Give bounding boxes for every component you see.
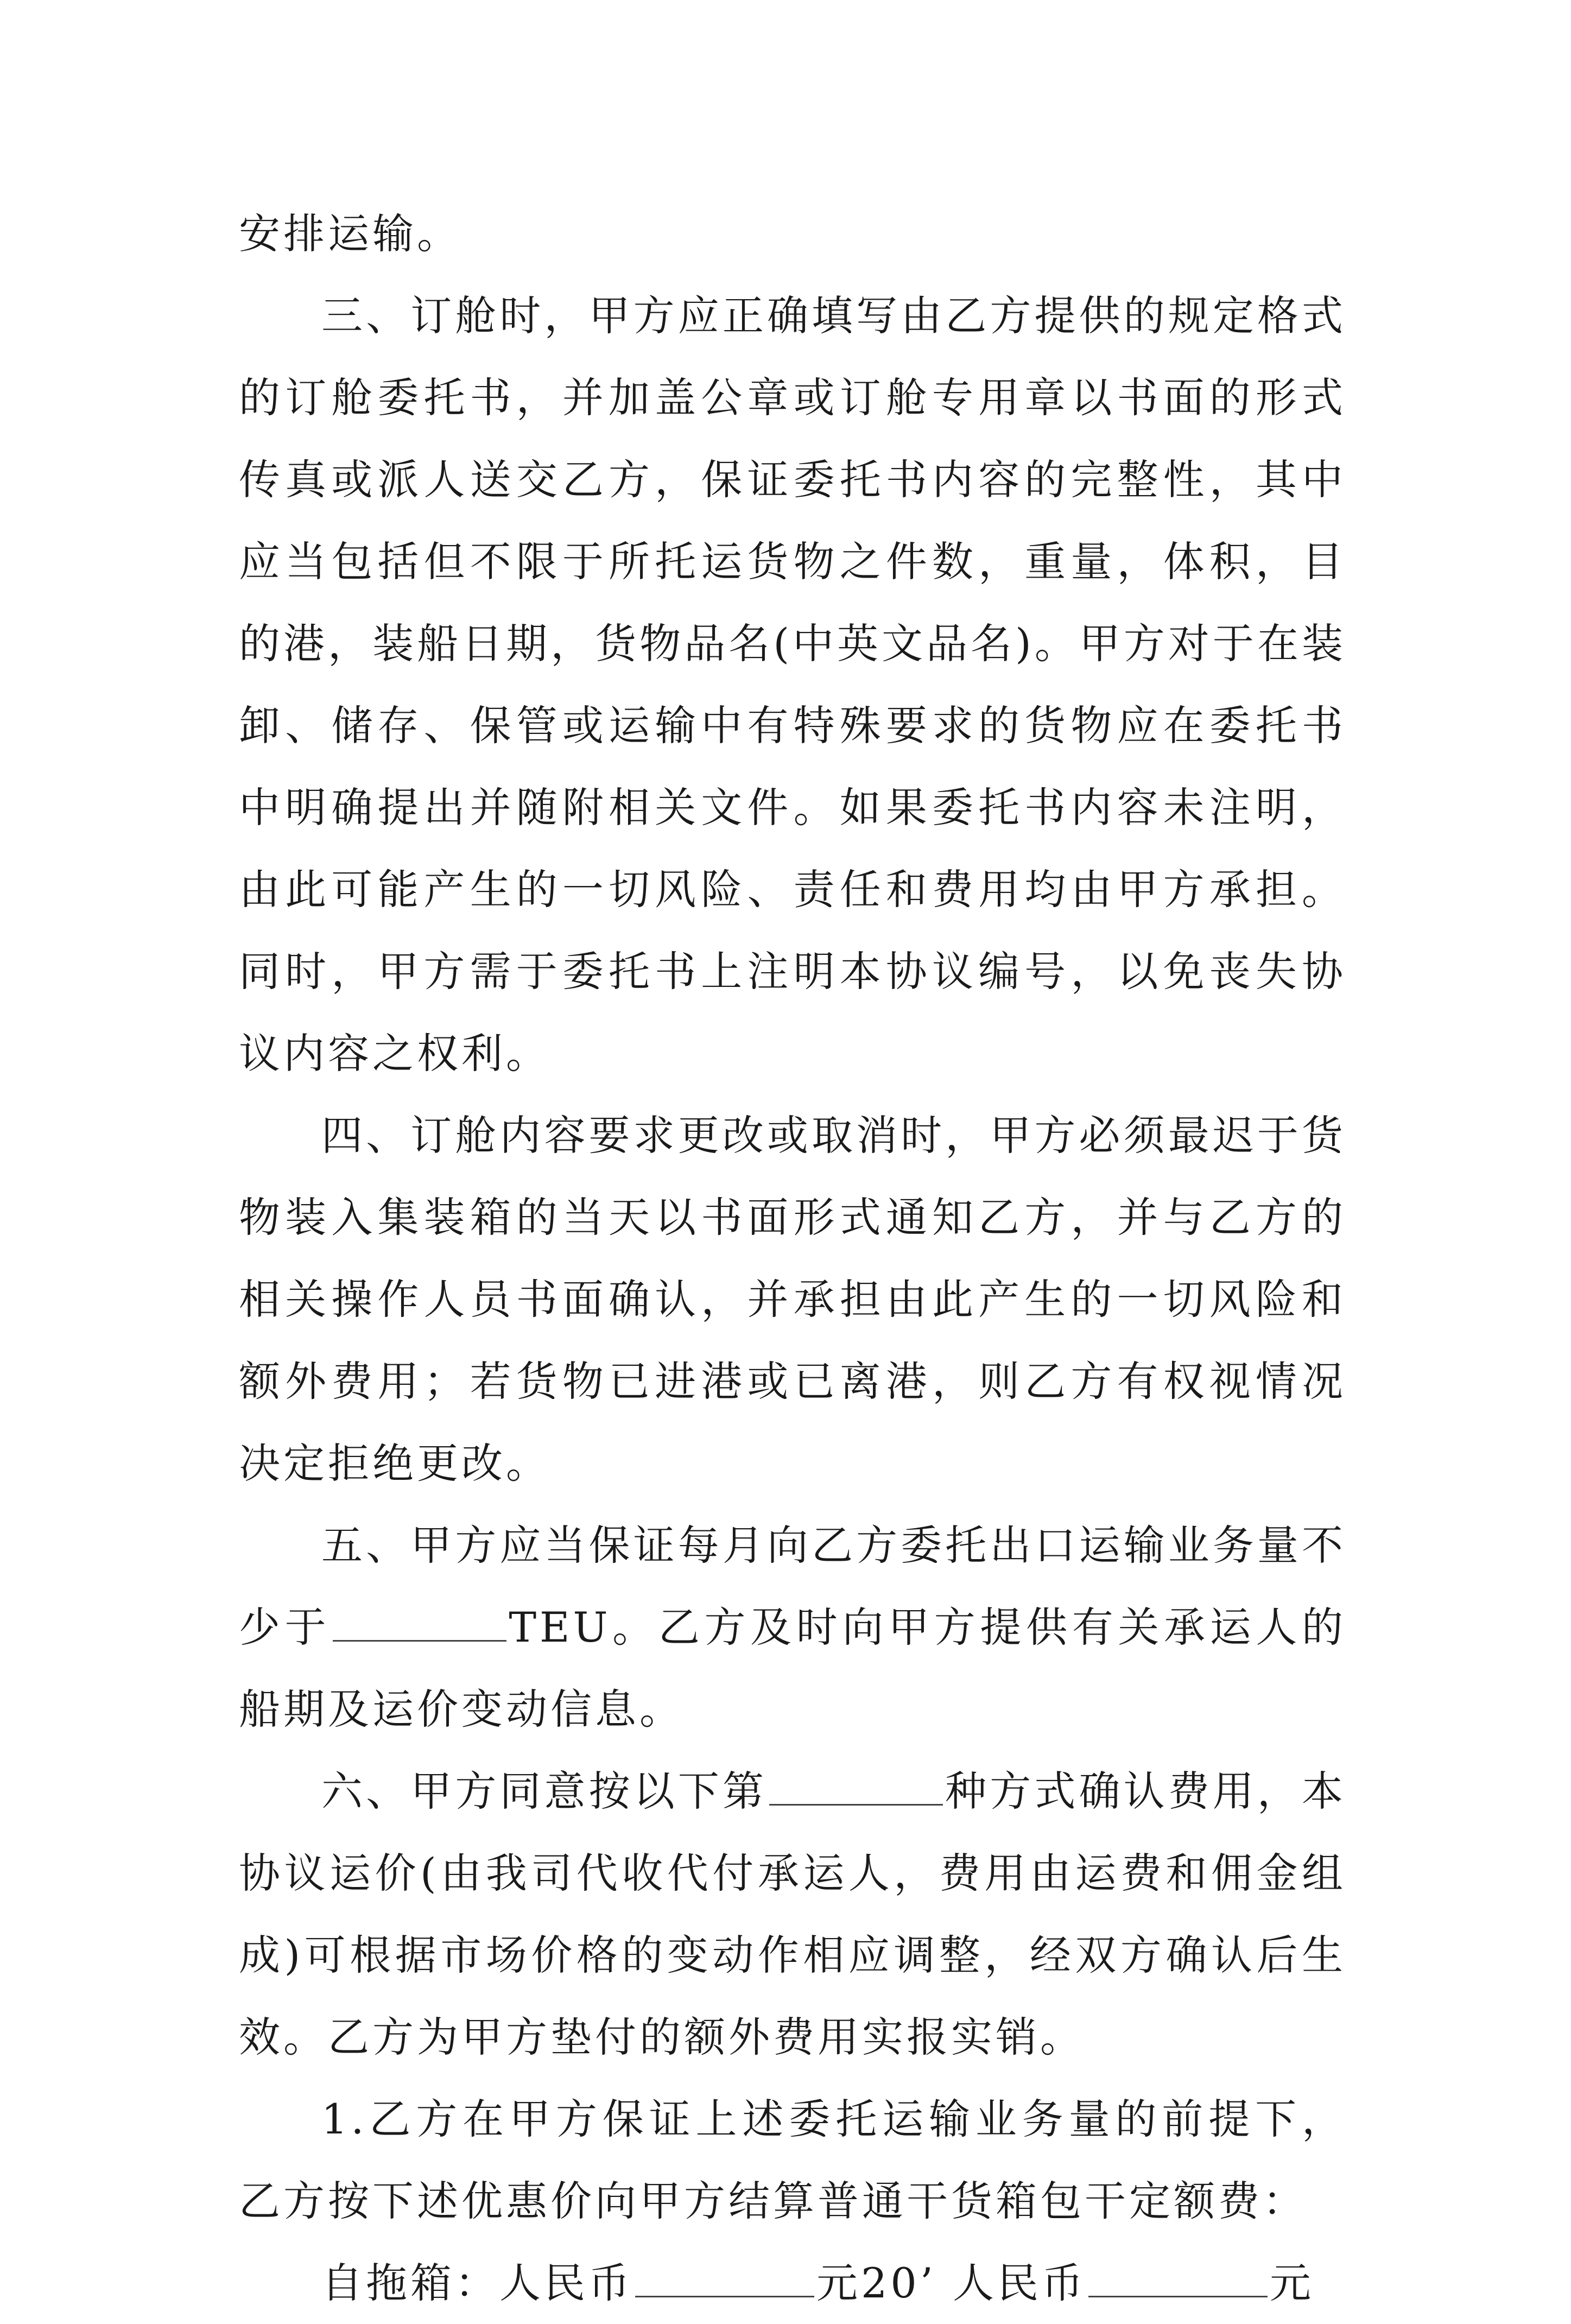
price-blank-field-2 (1088, 2263, 1268, 2297)
paragraph-continuation (239, 193, 1346, 275)
paragraph-text: 安排运输。 (239, 210, 461, 258)
clause-4-booking-changes (239, 1094, 1346, 1504)
paragraph-text: 1.乙方在甲方保证上述委托运输业务量的前提下，乙方按下述优惠价向甲方结算普通干货箱包干定额费： (239, 2095, 1346, 2225)
clause-3-booking-entrustment (239, 275, 1346, 1094)
document-body (239, 193, 1346, 2324)
clause-6-item-1 (239, 2078, 1346, 2242)
clause-5-monthly-volume (239, 1504, 1346, 1750)
clause-6-fee-confirmation (239, 1750, 1346, 2078)
paragraph-text: 三、订舱时，甲方应正确填写由乙方提供的规定格式的订舱委托书，并加盖公章或订舱专用章以书面的形式传真或派人送交乙方，保证委托书内容的完整性，其中应当包括但不限于所托运货物之件数，重量，体积，目的港，装船日期，货物品名(中英文品名)。甲方对于在装卸、储存、保管或运输中有特殊要求的货物应在委托书中明确提出并随附相关文件。如果委托书内容未注明，由此可能产生的一切风险、责任和费用均由甲方承担。同时，甲方需于委托书上注明本协议编号，以免丧失协议内容之权利。 (239, 292, 1346, 1078)
paragraph-text: 元20’ 人民币 (816, 2259, 1087, 2307)
teu-blank-field (333, 1607, 506, 1642)
paragraph-text: TEU。乙方及时向甲方提供有关承运人的船期及运价变动信息。 (239, 1603, 1346, 1733)
price-blank-field-1 (635, 2263, 814, 2297)
paragraph-text: 元 (1270, 2259, 1315, 2307)
paragraph-text: 五、甲方应当保证每月向乙方委托出口运输业务量不少于 (239, 1521, 1346, 1651)
paragraph-text: 六、甲方同意按以下第 (321, 1767, 768, 1815)
paragraph-text: 种方式确认费用，本协议运价(由我司代收代付承运人，费用由运费和佣金组成)可根据市场价格的变动作相应调整，经双方确认后生效。乙方为甲方垫付的额外费用实报实销。 (239, 1767, 1347, 2061)
self-towing-price-line (239, 2242, 1346, 2324)
method-number-blank-field (769, 1771, 943, 1806)
paragraph-text: 四、订舱内容要求更改或取消时，甲方必须最迟于货物装入集装箱的当天以书面形式通知乙方，并与乙方的相关操作人员书面确认，并承担由此产生的一切风险和额外费用；若货物已进港或已离港，则乙方有权视情况决定拒绝更改。 (239, 1111, 1346, 1487)
paragraph-text: 自拖箱：人民币 (321, 2259, 633, 2307)
